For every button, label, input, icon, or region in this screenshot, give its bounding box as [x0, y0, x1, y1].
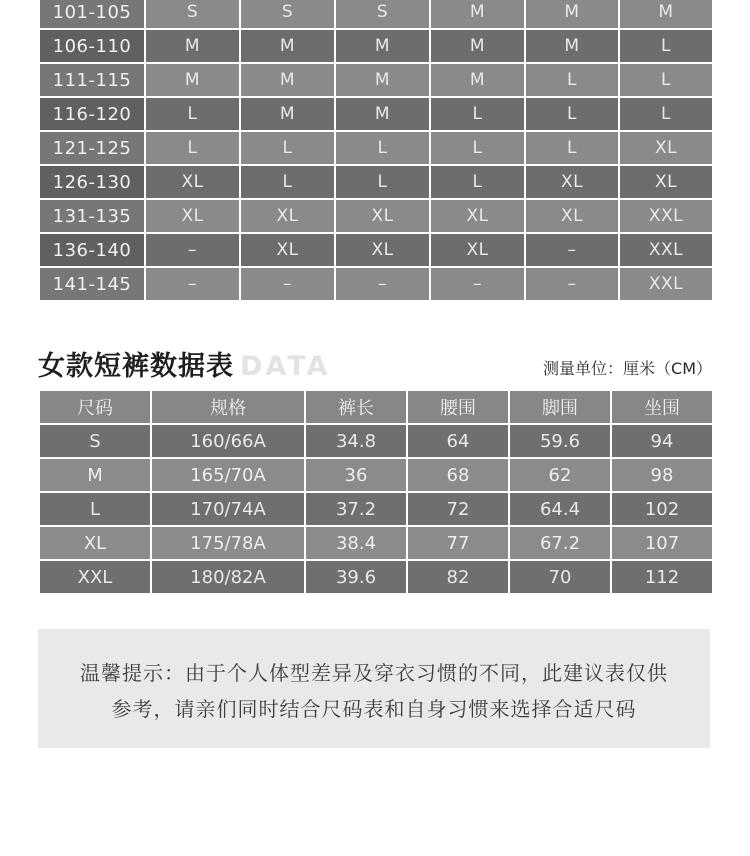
- height-range-cell: 106-110: [39, 29, 145, 63]
- height-range-cell: 126-130: [39, 165, 145, 199]
- table-cell: 64: [407, 424, 509, 458]
- tip-line-2: 参考，请亲们同时结合尺码表和自身习惯来选择合适尺码: [111, 697, 637, 721]
- table-cell: 59.6: [509, 424, 611, 458]
- size-cell: XL: [619, 165, 713, 199]
- table-cell: L: [39, 492, 151, 526]
- table-cell: 37.2: [305, 492, 407, 526]
- table-cell: 38.4: [305, 526, 407, 560]
- size-cell: XL: [335, 233, 430, 267]
- tip-box: [38, 629, 710, 748]
- size-cell: –: [145, 267, 240, 301]
- table-cell: M: [39, 458, 151, 492]
- header-spec: 规格: [151, 390, 305, 424]
- size-cell: S: [240, 0, 335, 29]
- table-cell: 70: [509, 560, 611, 594]
- size-cell: XXL: [619, 199, 713, 233]
- size-cell: –: [145, 233, 240, 267]
- size-cell: L: [145, 131, 240, 165]
- table-cell: XL: [39, 526, 151, 560]
- shorts-size-table: [38, 389, 714, 595]
- header-waist: 腰围: [407, 390, 509, 424]
- table-row: [39, 165, 713, 199]
- table-row: [39, 424, 713, 458]
- size-cell: M: [240, 29, 335, 63]
- table-cell: 68: [407, 458, 509, 492]
- size-cell: M: [619, 0, 713, 29]
- table-row: [39, 63, 713, 97]
- size-cell: M: [525, 29, 619, 63]
- table-cell: 34.8: [305, 424, 407, 458]
- size-cell: M: [430, 29, 525, 63]
- table-cell: 77: [407, 526, 509, 560]
- size-cell: L: [240, 165, 335, 199]
- table-cell: 170/74A: [151, 492, 305, 526]
- title-en: DATA: [240, 351, 331, 382]
- size-cell: –: [525, 233, 619, 267]
- size-cell: M: [145, 63, 240, 97]
- table-cell: 102: [611, 492, 713, 526]
- size-cell: XXL: [619, 233, 713, 267]
- size-cell: L: [240, 131, 335, 165]
- header-hip: 坐围: [611, 390, 713, 424]
- size-cell: –: [525, 267, 619, 301]
- table-cell: 62: [509, 458, 611, 492]
- table-cell: S: [39, 424, 151, 458]
- height-range-cell: 131-135: [39, 199, 145, 233]
- size-cell: XL: [240, 199, 335, 233]
- header-length: 裤长: [305, 390, 407, 424]
- header-size: 尺码: [39, 390, 151, 424]
- shorts-table-title: [38, 344, 330, 380]
- table-row: [39, 267, 713, 301]
- size-cell: S: [145, 0, 240, 29]
- size-cell: XL: [145, 165, 240, 199]
- size-cell: L: [145, 97, 240, 131]
- table-cell: 175/78A: [151, 526, 305, 560]
- table-row: [39, 97, 713, 131]
- table-cell: XXL: [39, 560, 151, 594]
- size-cell: –: [240, 267, 335, 301]
- size-cell: M: [335, 29, 430, 63]
- size-cell: M: [240, 97, 335, 131]
- size-cell: –: [430, 267, 525, 301]
- size-cell: L: [525, 63, 619, 97]
- size-cell: XXL: [619, 267, 713, 301]
- size-cell: L: [619, 29, 713, 63]
- size-cell: M: [430, 0, 525, 29]
- table-cell: 180/82A: [151, 560, 305, 594]
- measurement-unit: 测量单位：厘米（CM）: [543, 359, 712, 378]
- table-cell: 112: [611, 560, 713, 594]
- size-cell: L: [335, 131, 430, 165]
- table-cell: 67.2: [509, 526, 611, 560]
- header-hem: 脚围: [509, 390, 611, 424]
- size-cell: XL: [240, 233, 335, 267]
- size-cell: L: [525, 131, 619, 165]
- size-cell: M: [335, 63, 430, 97]
- table-row: [39, 560, 713, 594]
- height-range-cell: 116-120: [39, 97, 145, 131]
- table-cell: 107: [611, 526, 713, 560]
- table-cell: 165/70A: [151, 458, 305, 492]
- size-cell: M: [525, 0, 619, 29]
- table-cell: 160/66A: [151, 424, 305, 458]
- table-row: [39, 492, 713, 526]
- height-range-cell: 101-105: [39, 0, 145, 29]
- table-row: [39, 458, 713, 492]
- size-cell: XL: [430, 199, 525, 233]
- size-cell: L: [430, 131, 525, 165]
- title-cn: 女款短裤数据表: [38, 351, 234, 382]
- height-range-cell: 121-125: [39, 131, 145, 165]
- size-cell: S: [335, 0, 430, 29]
- size-cell: M: [145, 29, 240, 63]
- table-row: [39, 29, 713, 63]
- size-cell: XL: [430, 233, 525, 267]
- size-cell: L: [619, 97, 713, 131]
- size-cell: L: [430, 97, 525, 131]
- height-range-cell: 136-140: [39, 233, 145, 267]
- size-cell: L: [430, 165, 525, 199]
- size-recommendation-table: [38, 0, 714, 302]
- size-cell: XL: [525, 165, 619, 199]
- table-row: [39, 233, 713, 267]
- size-cell: XL: [525, 199, 619, 233]
- table-cell: 39.6: [305, 560, 407, 594]
- size-cell: L: [619, 63, 713, 97]
- table-row: [39, 131, 713, 165]
- table-row: [39, 199, 713, 233]
- size-cell: L: [335, 165, 430, 199]
- height-range-cell: 141-145: [39, 267, 145, 301]
- table-row: [39, 526, 713, 560]
- table-row: [39, 0, 713, 29]
- tip-line-1: 温馨提示：由于个人体型差异及穿衣习惯的不同，此建议表仅供: [80, 661, 668, 685]
- table-cell: 36: [305, 458, 407, 492]
- size-cell: M: [335, 97, 430, 131]
- table-cell: 72: [407, 492, 509, 526]
- size-cell: M: [430, 63, 525, 97]
- height-range-cell: 111-115: [39, 63, 145, 97]
- size-cell: XL: [335, 199, 430, 233]
- shorts-header-row: [39, 390, 713, 424]
- size-cell: L: [525, 97, 619, 131]
- size-cell: XL: [619, 131, 713, 165]
- table-cell: 82: [407, 560, 509, 594]
- table-cell: 64.4: [509, 492, 611, 526]
- size-cell: XL: [145, 199, 240, 233]
- table-cell: 94: [611, 424, 713, 458]
- size-cell: –: [335, 267, 430, 301]
- size-cell: M: [240, 63, 335, 97]
- table-cell: 98: [611, 458, 713, 492]
